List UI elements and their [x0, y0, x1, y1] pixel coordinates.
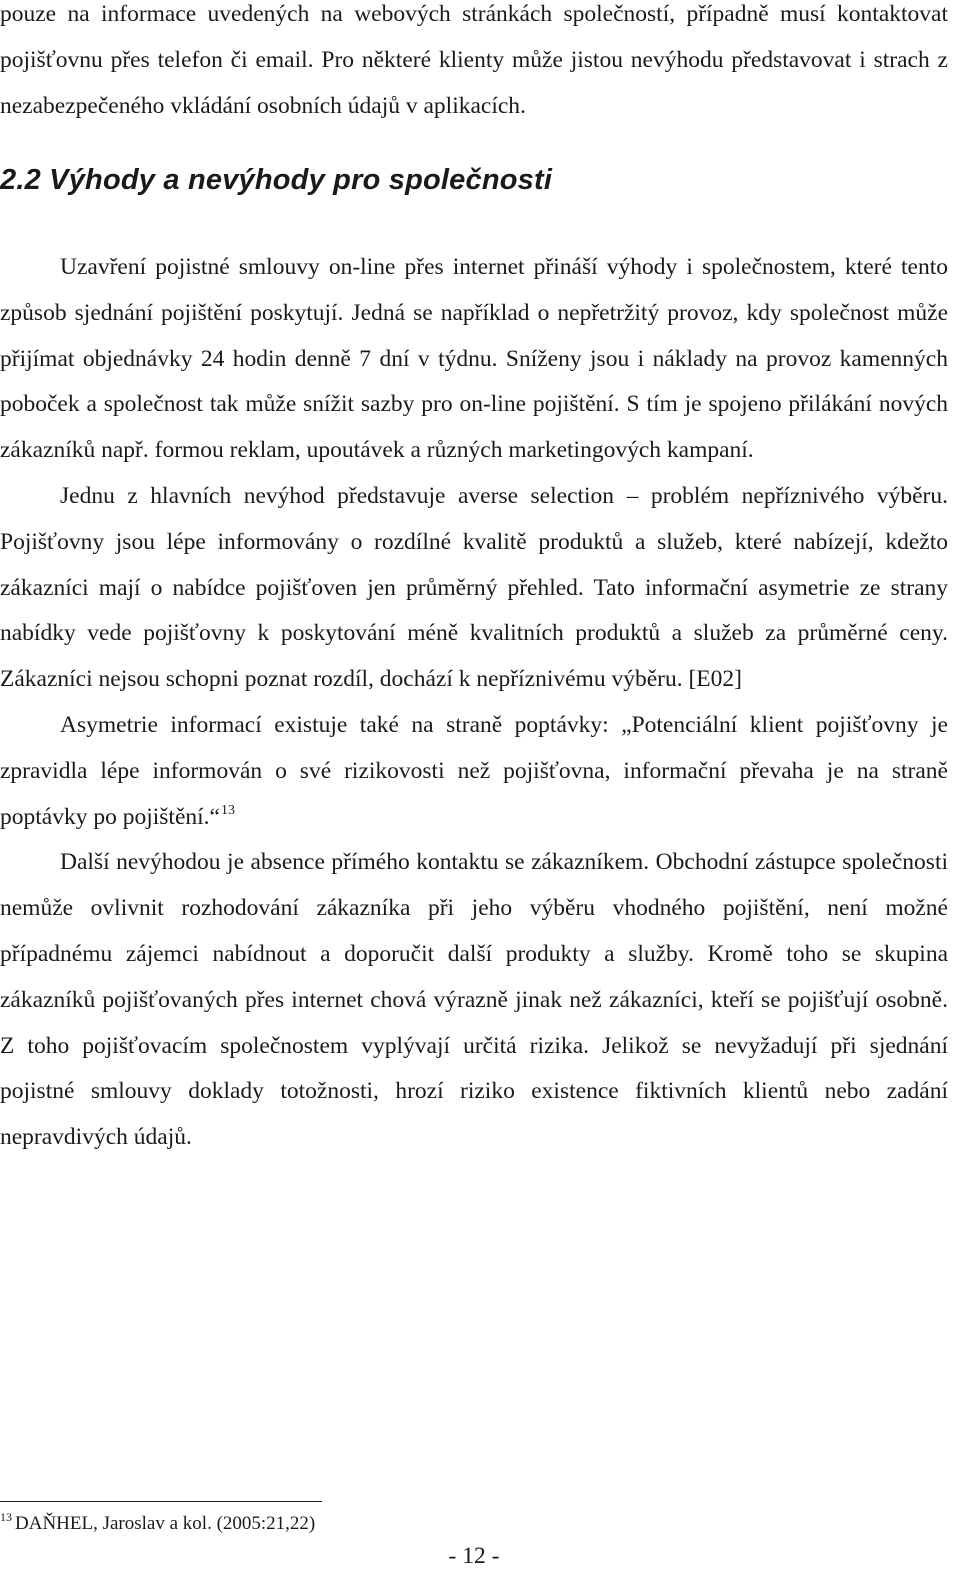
footnote-text: DAŇHEL, Jaroslav a kol. (2005:21,22) [15, 1513, 316, 1534]
paragraph-no-contact [0, 840, 948, 1161]
footnote-number: 13 [0, 1510, 12, 1524]
section-heading: 2.2 Výhody a nevýhody pro společnosti [0, 164, 553, 196]
paragraph-text: Další nevýhodou je absence přímého kontaktu se zákazníkem. Obchodní zástupce společnosti nemůže ovlivnit rozhodování zákazníka při jeho výběru vhodného pojištění, není možné případnému zájemci nabídnout a doporučit další produkty a služby. Kromě toho se skupina zákazníků pojišťovaných přes internet chová výrazně jinak než zákazníci, kteří se pojišťují osobně. Z toho pojišťovacím společnostem vyplývají určitá rizika. Jelikož se nevyžadují při sjednání pojistné smlouvy doklady totožnosti, hrozí riziko existence fiktivních klientů nebo zadání nepravdivých údajů. [0, 849, 948, 1151]
paragraph-adverse-selection [0, 474, 948, 703]
paragraph-text: Asymetrie informací existuje také na straně poptávky: „Potenciální klient pojišťovny je zpravidla lépe informován o své rizikovosti než pojišťovna, informační převaha je na straně poptávky po pojištění.“ [0, 711, 948, 830]
footnote [0, 1511, 315, 1537]
paragraph-information-asymmetry [0, 703, 948, 840]
paragraph-text: Jednu z hlavních nevýhod představuje averse selection – problém nepříznivého výběru. Pojišťovny jsou lépe informovány o rozdílné kvalitě produktů a služeb, které nabízejí, kdežto zákazníci mají o nabídce pojišťoven jen průměrný přehled. Tato informační asymetrie ze strany nabídky vede pojišťovny k poskytování méně kvalitních produktů a služeb za průměrné ceny. Zákazníci nejsou schopni poznat rozdíl, dochází k nepříznivému výběru. [E02] [0, 482, 948, 693]
footnote-reference[interactable]: 13 [220, 802, 235, 818]
page-number: - 12 - [448, 1543, 500, 1569]
paragraph-advantages [0, 245, 948, 474]
footnote-divider [0, 1501, 322, 1502]
continuation-paragraph: pouze na informace uvedených na webových stránkách společností, případně musí kontaktovat pojišťovnu přes telefon či email. Pro některé klienty může jistou nevýhodu představovat i strach z nezabezpečeného vkládání osobních údajů v aplikacích. [0, 1, 948, 119]
paragraph-text: Uzavření pojistné smlouvy on-line přes internet přináší výhody i společnostem, které tento způsob sjednání pojištění poskytují. Jedná se například o nepřetržitý provoz, kdy společnost může přijímat objednávky 24 hodin denně 7 dní v týdnu. Sníženy jsou i náklady na provoz kamenných poboček a společnost tak může snížit sazby pro on-line pojištění. S tím je spojeno přilákání nových zákazníků např. formou reklam, upoutávek a různých marketingových kampaní. [0, 254, 948, 464]
section-body [0, 245, 948, 1161]
